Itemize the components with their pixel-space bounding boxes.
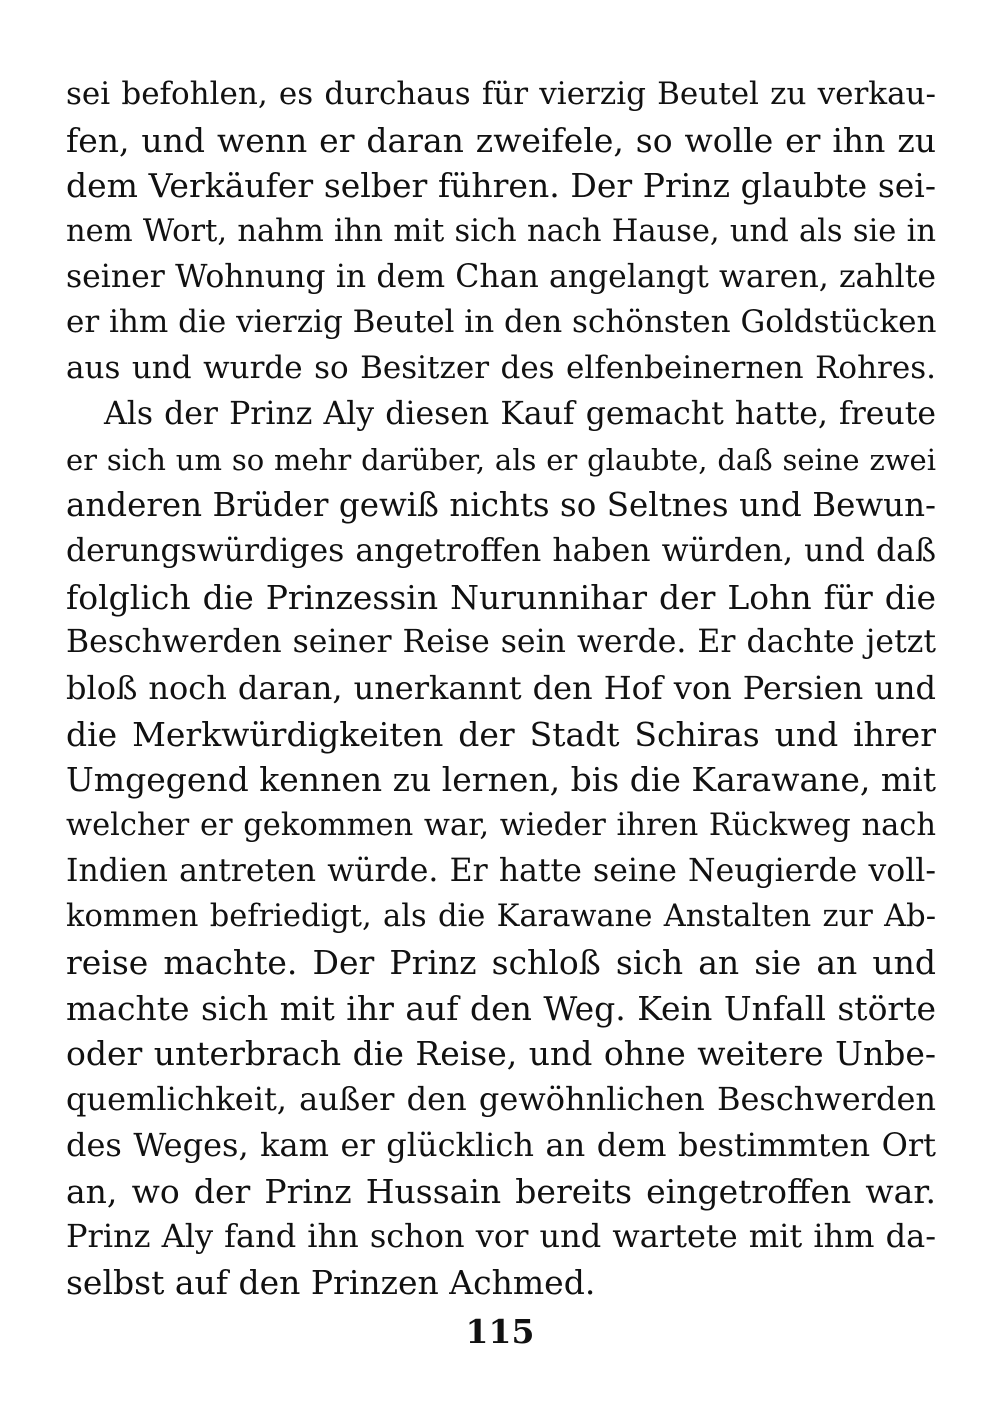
text-line: Prinz Aly fand ihn schon vor und wartete mit ihm da- <box>66 1217 936 1256</box>
text-line: seiner Wohnung in dem Chan angelangt waren, zahlte <box>66 258 936 295</box>
body-text <box>66 72 936 1306</box>
page-number: 115 <box>465 1312 535 1351</box>
text-line: anderen Brüder gewiß nichts so Seltnes und Bewun- <box>66 486 936 525</box>
text-line: derungswürdiges angetroffen haben würden, und daß <box>66 532 936 569</box>
text-line: reise machte. Der Prinz schloß sich an sie an und <box>66 943 936 983</box>
text-line: des Weges, kam er glücklich an dem bestimmten Ort <box>66 1125 936 1164</box>
text-line: machte sich mit ihr auf den Weg. Kein Unfall störte <box>66 988 936 1028</box>
text-line: quemlichkeit, außer den gewöhnlichen Beschwerden <box>66 1080 936 1119</box>
text-line: kommen befriedigt, als die Karawane Anstalten zur Ab- <box>66 899 936 935</box>
text-line: sei befohlen, es durchaus für vierzig Beutel zu verkau- <box>66 76 936 112</box>
text-line: Indien antreten würde. Er hatte seine Neugierde voll- <box>66 852 936 889</box>
text-line: bloß noch daran, unerkannt den Hof von Persien und <box>66 668 936 707</box>
text-line: nem Wort, nahm ihn mit sich nach Hause, und als sie in <box>66 214 936 250</box>
text-line: folglich die Prinzessin Nurunnihar der Lohn für die <box>66 577 936 617</box>
text-line: welcher er gekommen war, wieder ihren Rückweg nach <box>66 808 936 843</box>
text-line: die Merkwürdigkeiten der Stadt Schiras und ihrer <box>66 714 936 754</box>
text-line: Beschwerden seiner Reise sein werde. Er dachte jetzt <box>66 624 936 661</box>
text-line: an, wo der Prinz Hussain bereits eingetroffen war. <box>66 1171 936 1211</box>
text-line: fen, und wenn er daran zweifele, so wolle er ihn zu <box>66 120 936 160</box>
text-line: er sich um so mehr darüber, als er glaubte, daß seine zwei <box>66 442 936 477</box>
text-line: Umgegend kennen zu lernen, bis die Karawane, mit <box>66 760 936 800</box>
text-line: oder unterbrach die Reise, und ohne weitere Unbe- <box>66 1034 936 1074</box>
text-line-last: selbst auf den Prinzen Achmed. <box>66 1262 596 1302</box>
text-line: aus und wurde so Besitzer des elfenbeinernen Rohres. <box>66 350 936 387</box>
text-line-indented: Als der Prinz Aly diesen Kauf gemacht hatte, freute <box>104 395 936 432</box>
text-line: dem Verkäufer selber führen. Der Prinz glaubte sei- <box>66 166 936 206</box>
text-line: er ihm die vierzig Beutel in den schönsten Goldstücken <box>66 304 936 341</box>
